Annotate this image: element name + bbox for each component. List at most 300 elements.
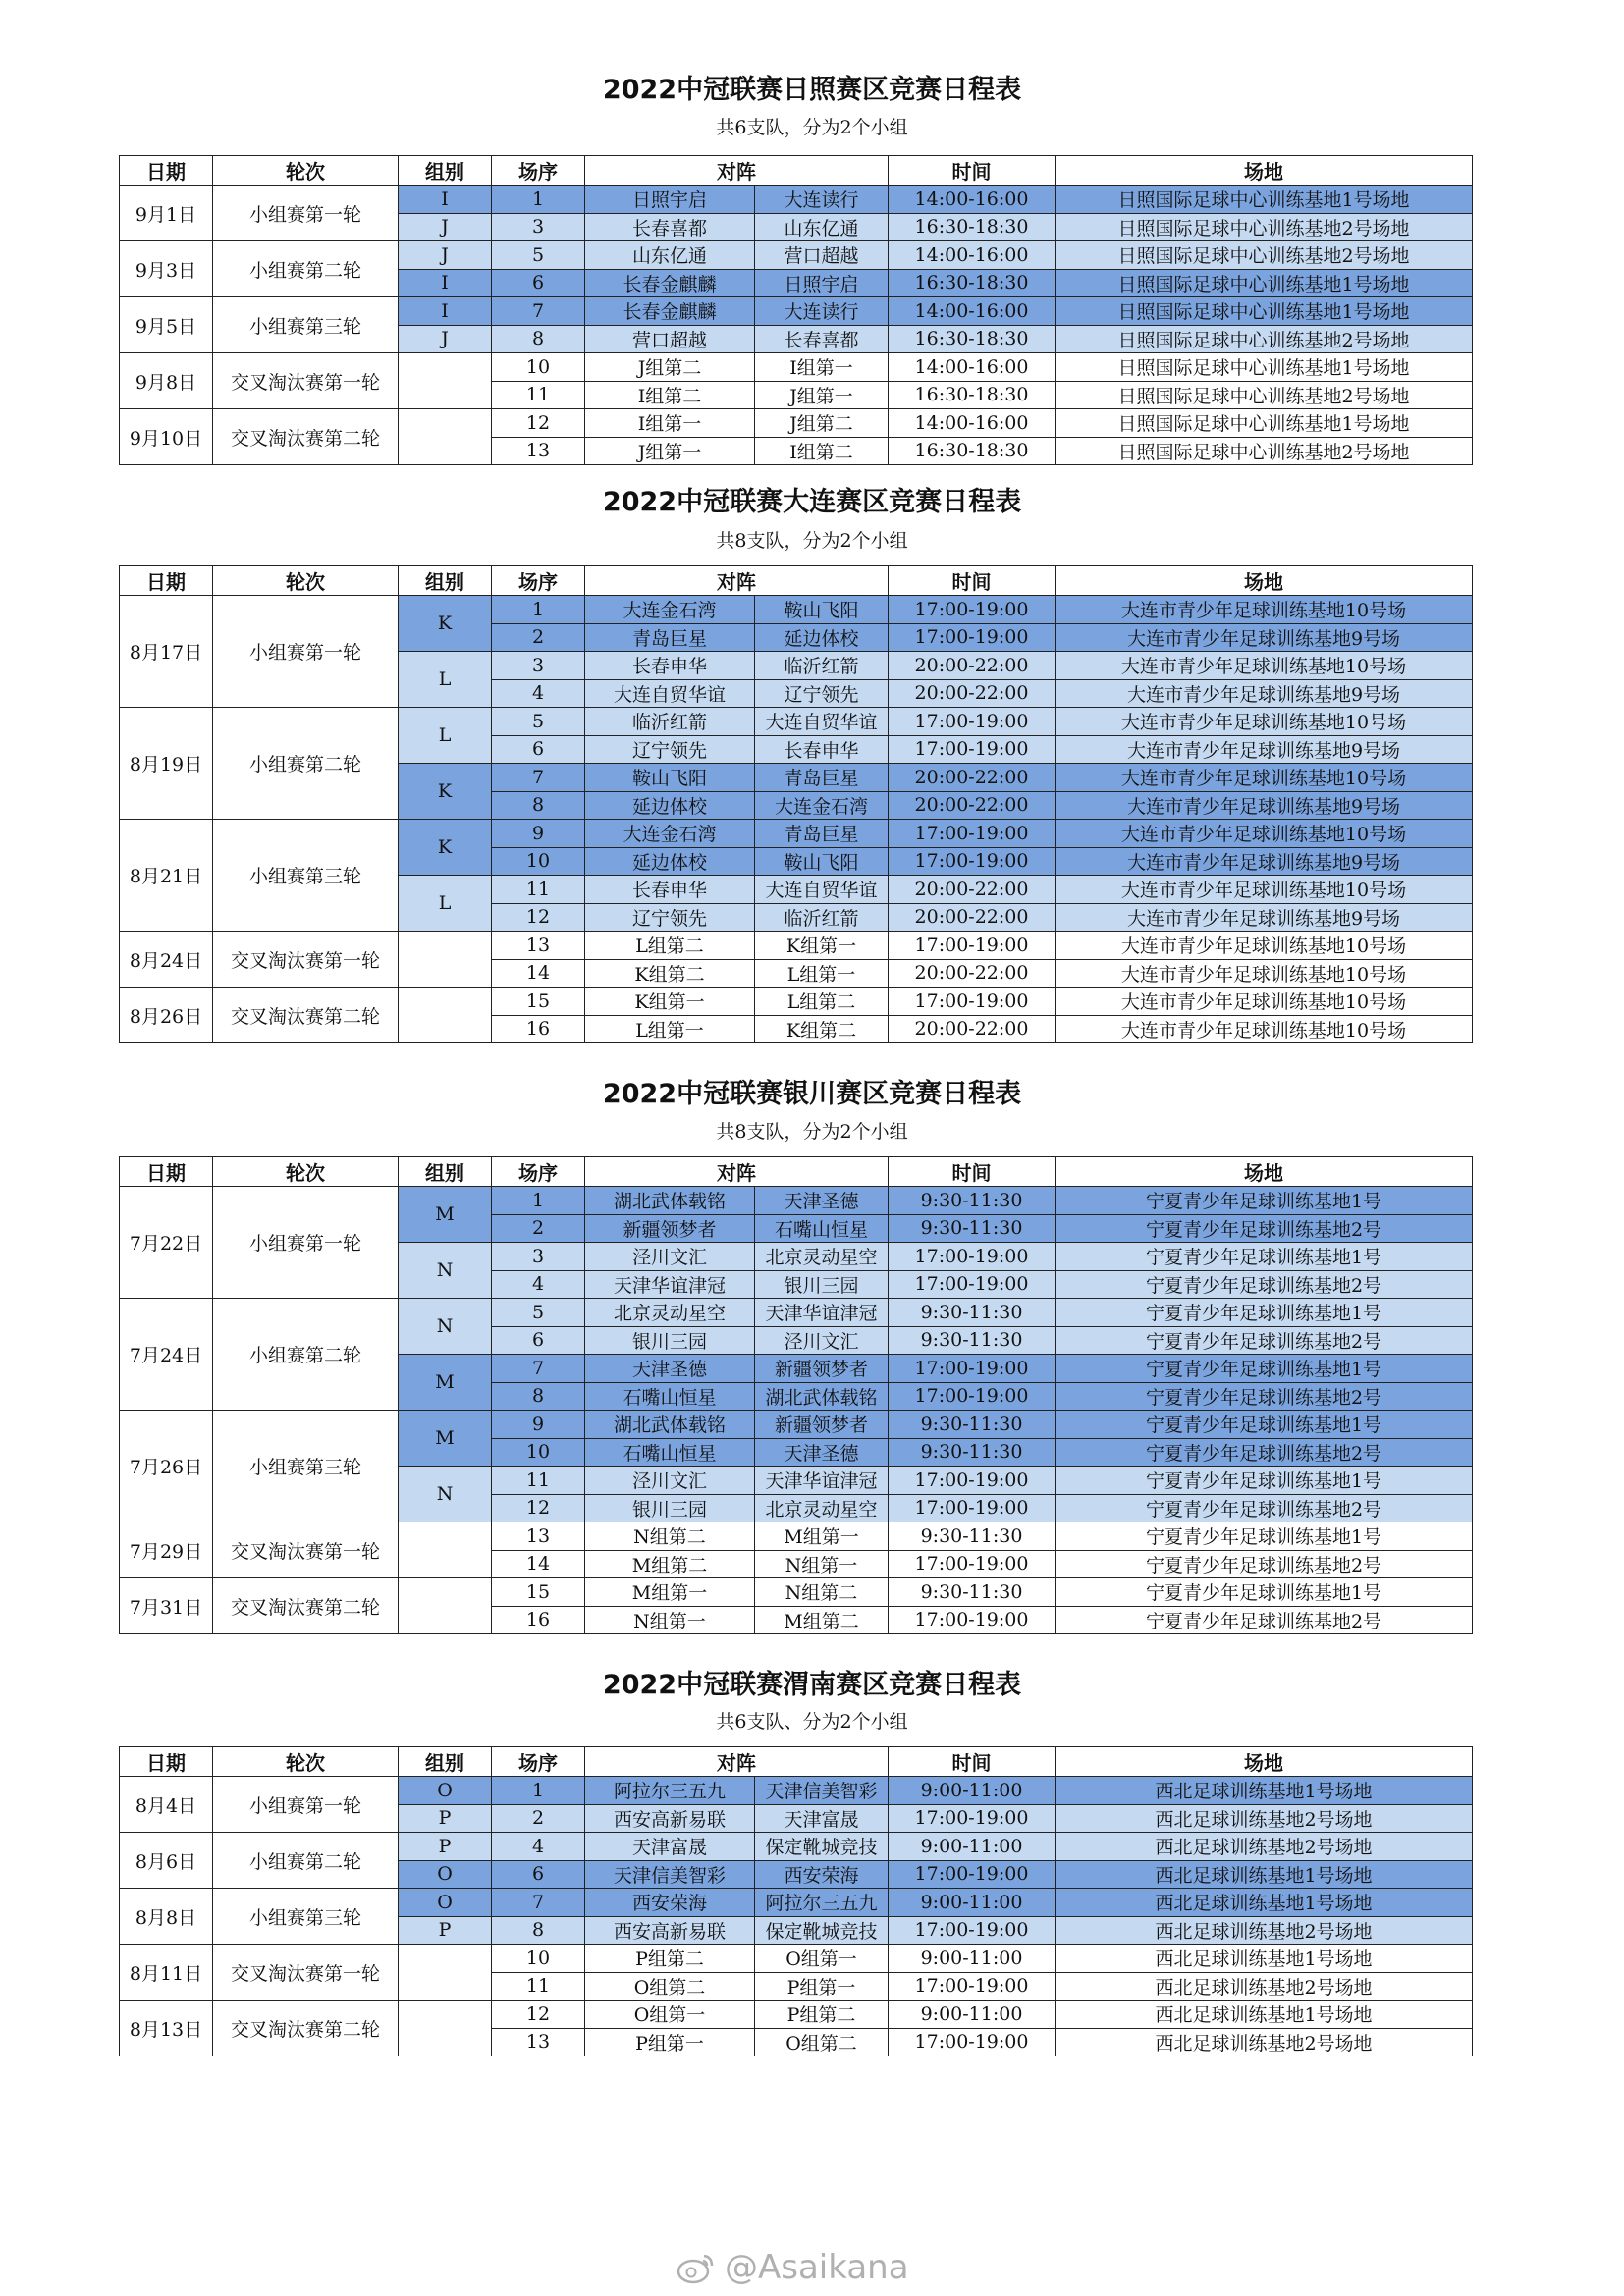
- away-team-cell: O组第一: [755, 1945, 889, 1973]
- group-cell: P: [399, 1833, 492, 1861]
- match-number-cell: 10: [492, 353, 585, 382]
- home-team-cell: 山东亿通: [585, 241, 755, 270]
- time-cell: 17:00-19:00: [889, 847, 1056, 876]
- round-cell: 交叉淘汰赛第一轮: [213, 1945, 399, 2001]
- header-row: [120, 1747, 1473, 1777]
- match-number-cell: 14: [492, 959, 585, 988]
- group-cell: N: [399, 1467, 492, 1522]
- venue-cell: 宁夏青少年足球训练基地1号: [1056, 1467, 1473, 1495]
- column-header: 轮次: [213, 1157, 399, 1187]
- date-cell: 8月19日: [120, 708, 213, 820]
- group-cell: O: [399, 1889, 492, 1917]
- match-number-cell: 8: [492, 1382, 585, 1411]
- away-team-cell: 临沂红箭: [755, 903, 889, 932]
- round-cell: 小组赛第三轮: [213, 1411, 399, 1522]
- date-cell: 8月17日: [120, 596, 213, 708]
- match-number-cell: 15: [492, 1578, 585, 1607]
- time-cell: 17:00-19:00: [889, 1606, 1056, 1634]
- away-team-cell: 鞍山飞阳: [755, 847, 889, 876]
- date-cell: 8月13日: [120, 2001, 213, 2056]
- group-cell: J: [399, 241, 492, 270]
- match-number-cell: 2: [492, 1214, 585, 1243]
- column-header: 场地: [1056, 1747, 1473, 1777]
- column-header: 组别: [399, 1747, 492, 1777]
- venue-cell: 大连市青少年足球训练基地9号场: [1056, 847, 1473, 876]
- date-cell: 9月8日: [120, 353, 213, 409]
- home-team-cell: 石嘴山恒星: [585, 1438, 755, 1467]
- time-cell: 9:00-11:00: [889, 1889, 1056, 1917]
- schedule-title: 2022中冠联赛大连赛区竞赛日程表: [602, 487, 1022, 517]
- table-row: [120, 1578, 1473, 1607]
- match-number-cell: 12: [492, 2001, 585, 2029]
- date-cell: 7月22日: [120, 1187, 213, 1299]
- away-team-cell: 新疆领梦者: [755, 1355, 889, 1383]
- venue-cell: 西北足球训练基地2号场地: [1056, 2028, 1473, 2056]
- time-cell: 17:00-19:00: [889, 1860, 1056, 1889]
- home-team-cell: L组第一: [585, 1015, 755, 1043]
- away-team-cell: 营口超越: [755, 241, 889, 270]
- match-number-cell: 1: [492, 186, 585, 214]
- round-cell: 交叉淘汰赛第二轮: [213, 2001, 399, 2056]
- time-cell: 9:30-11:30: [889, 1438, 1056, 1467]
- round-cell: 交叉淘汰赛第一轮: [213, 932, 399, 988]
- round-cell: 交叉淘汰赛第二轮: [213, 409, 399, 465]
- date-cell: 9月5日: [120, 297, 213, 353]
- away-team-cell: 鞍山飞阳: [755, 596, 889, 624]
- time-cell: 14:00-16:00: [889, 409, 1056, 438]
- time-cell: 14:00-16:00: [889, 353, 1056, 382]
- table-row: [120, 1411, 1473, 1439]
- column-header: 场序: [492, 156, 585, 186]
- home-team-cell: O组第一: [585, 2001, 755, 2029]
- column-header: 轮次: [213, 566, 399, 596]
- venue-cell: 日照国际足球中心训练基地2号场地: [1056, 437, 1473, 465]
- home-team-cell: K组第一: [585, 988, 755, 1016]
- group-cell: [399, 409, 492, 465]
- away-team-cell: 西安荣海: [755, 1860, 889, 1889]
- home-team-cell: 天津富晟: [585, 1833, 755, 1861]
- group-cell: [399, 1522, 492, 1578]
- time-cell: 17:00-19:00: [889, 623, 1056, 652]
- venue-cell: 大连市青少年足球训练基地10号场: [1056, 764, 1473, 792]
- home-team-cell: 辽宁领先: [585, 903, 755, 932]
- venue-cell: 宁夏青少年足球训练基地2号: [1056, 1270, 1473, 1299]
- schedule-title: 2022中冠联赛银川赛区竞赛日程表: [602, 1079, 1022, 1109]
- time-cell: 20:00-22:00: [889, 764, 1056, 792]
- match-number-cell: 13: [492, 932, 585, 960]
- time-cell: 17:00-19:00: [889, 1467, 1056, 1495]
- match-number-cell: 11: [492, 381, 585, 409]
- away-team-cell: 北京灵动星空: [755, 1243, 889, 1271]
- away-team-cell: N组第一: [755, 1550, 889, 1578]
- table-row: [120, 1299, 1473, 1327]
- away-team-cell: 银川三园: [755, 1270, 889, 1299]
- venue-cell: 日照国际足球中心训练基地2号场地: [1056, 325, 1473, 353]
- venue-cell: 宁夏青少年足球训练基地2号: [1056, 1606, 1473, 1634]
- time-cell: 17:00-19:00: [889, 1355, 1056, 1383]
- home-team-cell: P组第一: [585, 2028, 755, 2056]
- group-cell: P: [399, 1916, 492, 1945]
- match-number-cell: 12: [492, 903, 585, 932]
- away-team-cell: 日照宇启: [755, 269, 889, 297]
- match-number-cell: 4: [492, 1833, 585, 1861]
- round-cell: 小组赛第一轮: [213, 1777, 399, 1833]
- venue-cell: 日照国际足球中心训练基地1号场地: [1056, 186, 1473, 214]
- away-team-cell: P组第一: [755, 1972, 889, 2001]
- home-team-cell: N组第一: [585, 1606, 755, 1634]
- watermark: [676, 2246, 990, 2289]
- match-number-cell: 16: [492, 1606, 585, 1634]
- group-cell: M: [399, 1355, 492, 1411]
- away-team-cell: 青岛巨星: [755, 764, 889, 792]
- time-cell: 16:30-18:30: [889, 325, 1056, 353]
- group-cell: K: [399, 764, 492, 820]
- time-cell: 20:00-22:00: [889, 903, 1056, 932]
- home-team-cell: 延边体校: [585, 791, 755, 820]
- column-header: 场地: [1056, 156, 1473, 186]
- venue-cell: 大连市青少年足球训练基地10号场: [1056, 820, 1473, 848]
- venue-cell: 宁夏青少年足球训练基地1号: [1056, 1243, 1473, 1271]
- schedule-title: 2022中冠联赛渭南赛区竞赛日程表: [602, 1670, 1022, 1700]
- match-number-cell: 7: [492, 764, 585, 792]
- match-number-cell: 10: [492, 1438, 585, 1467]
- column-header: 对阵: [585, 566, 889, 596]
- venue-cell: 宁夏青少年足球训练基地2号: [1056, 1382, 1473, 1411]
- away-team-cell: J组第一: [755, 381, 889, 409]
- round-cell: 小组赛第三轮: [213, 297, 399, 353]
- time-cell: 20:00-22:00: [889, 876, 1056, 904]
- home-team-cell: 阿拉尔三五九: [585, 1777, 755, 1805]
- home-team-cell: 长春申华: [585, 876, 755, 904]
- date-cell: 8月8日: [120, 1889, 213, 1945]
- time-cell: 9:30-11:30: [889, 1522, 1056, 1551]
- time-cell: 17:00-19:00: [889, 2028, 1056, 2056]
- venue-cell: 西北足球训练基地1号场地: [1056, 1889, 1473, 1917]
- home-team-cell: 长春申华: [585, 652, 755, 680]
- away-team-cell: 天津华谊津冠: [755, 1467, 889, 1495]
- time-cell: 17:00-19:00: [889, 1916, 1056, 1945]
- group-cell: O: [399, 1777, 492, 1805]
- match-number-cell: 13: [492, 1522, 585, 1551]
- venue-cell: 宁夏青少年足球训练基地1号: [1056, 1187, 1473, 1215]
- group-cell: M: [399, 1411, 492, 1467]
- venue-cell: 西北足球训练基地2号场地: [1056, 1833, 1473, 1861]
- home-team-cell: 临沂红箭: [585, 708, 755, 736]
- time-cell: 9:30-11:30: [889, 1187, 1056, 1215]
- venue-cell: 西北足球训练基地1号场地: [1056, 2001, 1473, 2029]
- round-cell: 小组赛第一轮: [213, 1187, 399, 1299]
- home-team-cell: 鞍山飞阳: [585, 764, 755, 792]
- away-team-cell: 长春喜都: [755, 325, 889, 353]
- match-number-cell: 11: [492, 1972, 585, 2001]
- time-cell: 17:00-19:00: [889, 932, 1056, 960]
- date-cell: 9月3日: [120, 241, 213, 297]
- group-cell: [399, 1945, 492, 2001]
- venue-cell: 大连市青少年足球训练基地10号场: [1056, 1015, 1473, 1043]
- watermark-text: @Asaikana: [725, 2248, 909, 2287]
- match-number-cell: 11: [492, 1467, 585, 1495]
- away-team-cell: L组第一: [755, 959, 889, 988]
- column-header: 轮次: [213, 1747, 399, 1777]
- away-team-cell: 保定靴城竞技: [755, 1833, 889, 1861]
- away-team-cell: 大连自贸华谊: [755, 876, 889, 904]
- away-team-cell: I组第二: [755, 437, 889, 465]
- venue-cell: 大连市青少年足球训练基地10号场: [1056, 959, 1473, 988]
- home-team-cell: 长春喜都: [585, 213, 755, 241]
- venue-cell: 日照国际足球中心训练基地1号场地: [1056, 269, 1473, 297]
- venue-cell: 宁夏青少年足球训练基地1号: [1056, 1355, 1473, 1383]
- time-cell: 9:00-11:00: [889, 2001, 1056, 2029]
- match-number-cell: 6: [492, 1860, 585, 1889]
- away-team-cell: 北京灵动星空: [755, 1494, 889, 1522]
- round-cell: 小组赛第一轮: [213, 596, 399, 708]
- home-team-cell: 天津信美智彩: [585, 1860, 755, 1889]
- away-team-cell: O组第二: [755, 2028, 889, 2056]
- venue-cell: 大连市青少年足球训练基地9号场: [1056, 735, 1473, 764]
- venue-cell: 西北足球训练基地2号场地: [1056, 1972, 1473, 2001]
- home-team-cell: 营口超越: [585, 325, 755, 353]
- date-cell: 8月11日: [120, 1945, 213, 2001]
- table-row: [120, 708, 1473, 736]
- away-team-cell: 延边体校: [755, 623, 889, 652]
- group-cell: I: [399, 186, 492, 214]
- home-team-cell: 大连自贸华谊: [585, 679, 755, 708]
- table-row: [120, 820, 1473, 848]
- group-cell: I: [399, 297, 492, 326]
- group-cell: J: [399, 325, 492, 353]
- time-cell: 17:00-19:00: [889, 1494, 1056, 1522]
- away-team-cell: 天津富晟: [755, 1804, 889, 1833]
- schedule-table: [119, 1156, 1473, 1634]
- away-team-cell: 长春申华: [755, 735, 889, 764]
- venue-cell: 宁夏青少年足球训练基地1号: [1056, 1522, 1473, 1551]
- time-cell: 9:00-11:00: [889, 1945, 1056, 1973]
- time-cell: 17:00-19:00: [889, 735, 1056, 764]
- round-cell: 交叉淘汰赛第一轮: [213, 353, 399, 409]
- away-team-cell: M组第二: [755, 1606, 889, 1634]
- match-number-cell: 3: [492, 1243, 585, 1271]
- time-cell: 14:00-16:00: [889, 186, 1056, 214]
- table-row: [120, 932, 1473, 960]
- venue-cell: 宁夏青少年足球训练基地2号: [1056, 1550, 1473, 1578]
- venue-cell: 宁夏青少年足球训练基地1号: [1056, 1299, 1473, 1327]
- away-team-cell: N组第二: [755, 1578, 889, 1607]
- home-team-cell: O组第二: [585, 1972, 755, 2001]
- column-header: 场序: [492, 1157, 585, 1187]
- time-cell: 16:30-18:30: [889, 213, 1056, 241]
- time-cell: 9:30-11:30: [889, 1326, 1056, 1355]
- match-number-cell: 15: [492, 988, 585, 1016]
- round-cell: 小组赛第三轮: [213, 820, 399, 932]
- home-team-cell: L组第二: [585, 932, 755, 960]
- match-number-cell: 4: [492, 1270, 585, 1299]
- home-team-cell: K组第二: [585, 959, 755, 988]
- home-team-cell: 延边体校: [585, 847, 755, 876]
- group-cell: N: [399, 1299, 492, 1355]
- column-header: 时间: [889, 156, 1056, 186]
- table-row: [120, 409, 1473, 438]
- home-team-cell: 天津华谊津冠: [585, 1270, 755, 1299]
- time-cell: 14:00-16:00: [889, 241, 1056, 270]
- header-row: [120, 156, 1473, 186]
- column-header: 日期: [120, 156, 213, 186]
- column-header: 时间: [889, 1157, 1056, 1187]
- group-cell: J: [399, 213, 492, 241]
- table-row: [120, 596, 1473, 624]
- home-team-cell: P组第二: [585, 1945, 755, 1973]
- column-header: 对阵: [585, 1157, 889, 1187]
- time-cell: 17:00-19:00: [889, 820, 1056, 848]
- home-team-cell: 湖北武体载铭: [585, 1187, 755, 1215]
- away-team-cell: 青岛巨星: [755, 820, 889, 848]
- away-team-cell: M组第一: [755, 1522, 889, 1551]
- venue-cell: 西北足球训练基地2号场地: [1056, 1804, 1473, 1833]
- date-cell: 7月26日: [120, 1411, 213, 1522]
- date-cell: 7月31日: [120, 1578, 213, 1634]
- match-number-cell: 1: [492, 596, 585, 624]
- table-row: [120, 353, 1473, 382]
- header-row: [120, 1157, 1473, 1187]
- match-number-cell: 2: [492, 1804, 585, 1833]
- home-team-cell: 北京灵动星空: [585, 1299, 755, 1327]
- home-team-cell: 长春金麒麟: [585, 297, 755, 326]
- table-row: [120, 988, 1473, 1016]
- away-team-cell: 天津信美智彩: [755, 1777, 889, 1805]
- match-number-cell: 13: [492, 437, 585, 465]
- time-cell: 17:00-19:00: [889, 708, 1056, 736]
- date-cell: 9月10日: [120, 409, 213, 465]
- date-cell: 7月29日: [120, 1522, 213, 1578]
- schedule-subtitle: 共8支队，分为2个小组: [716, 530, 908, 552]
- home-team-cell: 泾川文汇: [585, 1243, 755, 1271]
- group-cell: [399, 2001, 492, 2056]
- venue-cell: 大连市青少年足球训练基地10号场: [1056, 932, 1473, 960]
- home-team-cell: I组第二: [585, 381, 755, 409]
- match-number-cell: 9: [492, 820, 585, 848]
- table-row: [120, 241, 1473, 270]
- away-team-cell: J组第二: [755, 409, 889, 438]
- away-team-cell: K组第一: [755, 932, 889, 960]
- home-team-cell: 新疆领梦者: [585, 1214, 755, 1243]
- column-header: 场序: [492, 566, 585, 596]
- venue-cell: 大连市青少年足球训练基地9号场: [1056, 679, 1473, 708]
- table-row: [120, 1945, 1473, 1973]
- time-cell: 9:30-11:30: [889, 1578, 1056, 1607]
- column-header: 对阵: [585, 156, 889, 186]
- match-number-cell: 3: [492, 652, 585, 680]
- time-cell: 20:00-22:00: [889, 1015, 1056, 1043]
- away-team-cell: 天津圣德: [755, 1187, 889, 1215]
- venue-cell: 大连市青少年足球训练基地10号场: [1056, 708, 1473, 736]
- time-cell: 16:30-18:30: [889, 269, 1056, 297]
- time-cell: 17:00-19:00: [889, 1804, 1056, 1833]
- home-team-cell: 大连金石湾: [585, 596, 755, 624]
- home-team-cell: 西安高新易联: [585, 1804, 755, 1833]
- match-number-cell: 7: [492, 1889, 585, 1917]
- match-number-cell: 13: [492, 2028, 585, 2056]
- match-number-cell: 12: [492, 409, 585, 438]
- home-team-cell: 长春金麒麟: [585, 269, 755, 297]
- group-cell: L: [399, 876, 492, 932]
- match-number-cell: 5: [492, 708, 585, 736]
- column-header: 日期: [120, 1157, 213, 1187]
- home-team-cell: 大连金石湾: [585, 820, 755, 848]
- away-team-cell: 泾川文汇: [755, 1326, 889, 1355]
- group-cell: P: [399, 1804, 492, 1833]
- match-number-cell: 2: [492, 623, 585, 652]
- group-cell: M: [399, 1187, 492, 1243]
- time-cell: 20:00-22:00: [889, 679, 1056, 708]
- away-team-cell: 山东亿通: [755, 213, 889, 241]
- home-team-cell: 天津圣德: [585, 1355, 755, 1383]
- home-team-cell: 日照宇启: [585, 186, 755, 214]
- match-number-cell: 5: [492, 241, 585, 270]
- time-cell: 9:30-11:30: [889, 1214, 1056, 1243]
- time-cell: 17:00-19:00: [889, 1972, 1056, 2001]
- table-row: [120, 297, 1473, 326]
- home-team-cell: 石嘴山恒星: [585, 1382, 755, 1411]
- match-number-cell: 6: [492, 269, 585, 297]
- date-cell: 7月24日: [120, 1299, 213, 1411]
- home-team-cell: 辽宁领先: [585, 735, 755, 764]
- time-cell: 17:00-19:00: [889, 1270, 1056, 1299]
- group-cell: L: [399, 652, 492, 708]
- home-team-cell: 青岛巨星: [585, 623, 755, 652]
- venue-cell: 西北足球训练基地1号场地: [1056, 1777, 1473, 1805]
- match-number-cell: 8: [492, 791, 585, 820]
- match-number-cell: 6: [492, 735, 585, 764]
- round-cell: 小组赛第三轮: [213, 1889, 399, 1945]
- schedule-subtitle: 共8支队，分为2个小组: [716, 1121, 908, 1143]
- round-cell: 小组赛第二轮: [213, 1299, 399, 1411]
- venue-cell: 宁夏青少年足球训练基地2号: [1056, 1326, 1473, 1355]
- column-header: 日期: [120, 1747, 213, 1777]
- date-cell: 9月1日: [120, 186, 213, 241]
- time-cell: 16:30-18:30: [889, 437, 1056, 465]
- home-team-cell: 湖北武体载铭: [585, 1411, 755, 1439]
- venue-cell: 大连市青少年足球训练基地9号场: [1056, 791, 1473, 820]
- table-row: [120, 186, 1473, 214]
- match-number-cell: 10: [492, 1945, 585, 1973]
- date-cell: 8月26日: [120, 988, 213, 1043]
- time-cell: 14:00-16:00: [889, 297, 1056, 326]
- match-number-cell: 12: [492, 1494, 585, 1522]
- column-header: 时间: [889, 1747, 1056, 1777]
- time-cell: 17:00-19:00: [889, 1243, 1056, 1271]
- date-cell: 8月21日: [120, 820, 213, 932]
- home-team-cell: J组第一: [585, 437, 755, 465]
- schedule-table: [119, 155, 1473, 465]
- venue-cell: 西北足球训练基地2号场地: [1056, 1916, 1473, 1945]
- venue-cell: 大连市青少年足球训练基地10号场: [1056, 988, 1473, 1016]
- round-cell: 小组赛第二轮: [213, 708, 399, 820]
- table-row: [120, 1522, 1473, 1551]
- away-team-cell: L组第二: [755, 988, 889, 1016]
- time-cell: 20:00-22:00: [889, 959, 1056, 988]
- schedule-table: [119, 565, 1473, 1043]
- away-team-cell: I组第一: [755, 353, 889, 382]
- group-cell: [399, 932, 492, 988]
- time-cell: 17:00-19:00: [889, 596, 1056, 624]
- schedule-subtitle: 共6支队，分为2个小组: [716, 117, 908, 138]
- round-cell: 小组赛第二轮: [213, 1833, 399, 1889]
- column-header: 对阵: [585, 1747, 889, 1777]
- column-header: 日期: [120, 566, 213, 596]
- group-cell: [399, 988, 492, 1043]
- venue-cell: 大连市青少年足球训练基地10号场: [1056, 876, 1473, 904]
- home-team-cell: I组第一: [585, 409, 755, 438]
- date-cell: 8月24日: [120, 932, 213, 988]
